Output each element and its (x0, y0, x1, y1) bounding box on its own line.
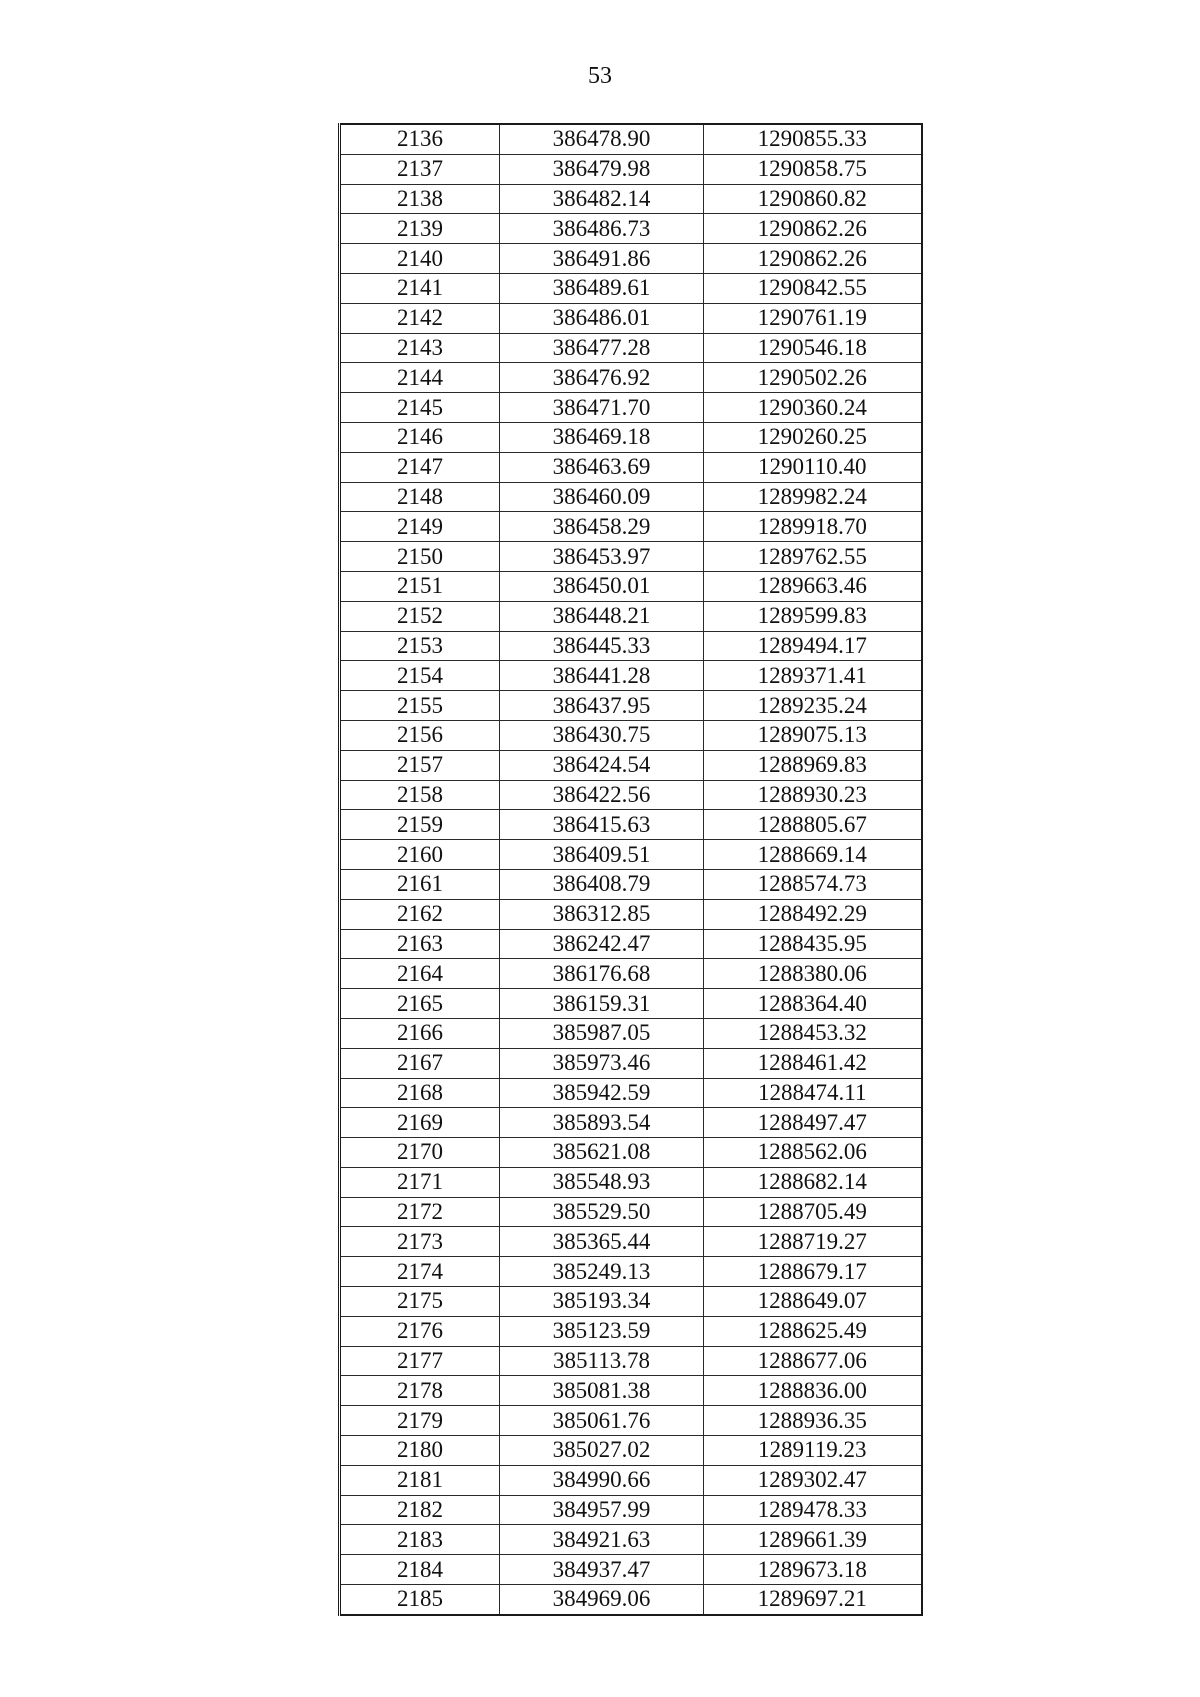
y-coordinate-cell: 1288453.32 (704, 1018, 922, 1048)
y-coordinate-cell: 1289599.83 (704, 601, 922, 631)
table-row (340, 899, 922, 929)
y-coordinate-cell: 1288474.11 (704, 1078, 922, 1108)
x-coordinate-cell: 384921.63 (500, 1525, 704, 1555)
x-coordinate-cell: 385123.59 (500, 1316, 704, 1346)
table-row (340, 869, 922, 899)
point-id-cell: 2144 (340, 363, 500, 393)
point-id-cell: 2164 (340, 959, 500, 989)
y-coordinate-cell: 1288836.00 (704, 1376, 922, 1406)
table-row (340, 1406, 922, 1436)
y-coordinate-cell: 1290260.25 (704, 422, 922, 452)
page-number: 53 (588, 63, 612, 89)
table-row (340, 363, 922, 393)
y-coordinate-cell: 1290842.55 (704, 273, 922, 303)
coordinate-table-body (340, 124, 922, 1615)
table-row (340, 273, 922, 303)
point-id-cell: 2155 (340, 691, 500, 721)
point-id-cell: 2151 (340, 571, 500, 601)
x-coordinate-cell: 384969.06 (500, 1585, 704, 1615)
x-coordinate-cell: 386408.79 (500, 869, 704, 899)
point-id-cell: 2170 (340, 1138, 500, 1168)
table-row (340, 929, 922, 959)
y-coordinate-cell: 1290858.75 (704, 154, 922, 184)
table-row (340, 780, 922, 810)
point-id-cell: 2154 (340, 661, 500, 691)
table-row (340, 989, 922, 1019)
table-row (340, 214, 922, 244)
table-row (340, 1078, 922, 1108)
y-coordinate-cell: 1289697.21 (704, 1585, 922, 1615)
point-id-cell: 2145 (340, 393, 500, 423)
point-id-cell: 2136 (340, 124, 500, 154)
table-row (340, 1257, 922, 1287)
table-row (340, 1495, 922, 1525)
x-coordinate-cell: 386460.09 (500, 482, 704, 512)
x-coordinate-cell: 386437.95 (500, 691, 704, 721)
x-coordinate-cell: 386453.97 (500, 542, 704, 572)
y-coordinate-cell: 1289119.23 (704, 1436, 922, 1466)
point-id-cell: 2184 (340, 1555, 500, 1585)
x-coordinate-cell: 384957.99 (500, 1495, 704, 1525)
point-id-cell: 2160 (340, 840, 500, 870)
point-id-cell: 2176 (340, 1316, 500, 1346)
table-row (340, 1287, 922, 1317)
table-row (340, 1167, 922, 1197)
x-coordinate-cell: 385027.02 (500, 1436, 704, 1466)
point-id-cell: 2139 (340, 214, 500, 244)
x-coordinate-cell: 385973.46 (500, 1048, 704, 1078)
table-row (340, 1316, 922, 1346)
x-coordinate-cell: 385365.44 (500, 1227, 704, 1257)
table-row (340, 1436, 922, 1466)
table-row (340, 542, 922, 572)
table-row (340, 810, 922, 840)
point-id-cell: 2161 (340, 869, 500, 899)
table-row (340, 333, 922, 363)
x-coordinate-cell: 386479.98 (500, 154, 704, 184)
x-coordinate-cell: 385621.08 (500, 1138, 704, 1168)
x-coordinate-cell: 386176.68 (500, 959, 704, 989)
table-row (340, 1465, 922, 1495)
y-coordinate-cell: 1290546.18 (704, 333, 922, 363)
point-id-cell: 2175 (340, 1287, 500, 1317)
point-id-cell: 2141 (340, 273, 500, 303)
y-coordinate-cell: 1289982.24 (704, 482, 922, 512)
table-row (340, 959, 922, 989)
point-id-cell: 2158 (340, 780, 500, 810)
x-coordinate-cell: 386312.85 (500, 899, 704, 929)
y-coordinate-cell: 1289235.24 (704, 691, 922, 721)
point-id-cell: 2153 (340, 631, 500, 661)
table-row (340, 124, 922, 154)
table-row (340, 1108, 922, 1138)
y-coordinate-cell: 1290761.19 (704, 303, 922, 333)
table-row (340, 154, 922, 184)
y-coordinate-cell: 1290502.26 (704, 363, 922, 393)
point-id-cell: 2148 (340, 482, 500, 512)
x-coordinate-cell: 386486.73 (500, 214, 704, 244)
x-coordinate-cell: 384937.47 (500, 1555, 704, 1585)
table-row (340, 1227, 922, 1257)
table-row (340, 631, 922, 661)
point-id-cell: 2138 (340, 184, 500, 214)
y-coordinate-cell: 1288677.06 (704, 1346, 922, 1376)
y-coordinate-cell: 1288679.17 (704, 1257, 922, 1287)
x-coordinate-cell: 386159.31 (500, 989, 704, 1019)
y-coordinate-cell: 1288705.49 (704, 1197, 922, 1227)
y-coordinate-cell: 1290360.24 (704, 393, 922, 423)
table-row (340, 1346, 922, 1376)
y-coordinate-cell: 1290862.26 (704, 214, 922, 244)
table-row (340, 720, 922, 750)
y-coordinate-cell: 1288682.14 (704, 1167, 922, 1197)
y-coordinate-cell: 1288461.42 (704, 1048, 922, 1078)
y-coordinate-cell: 1288936.35 (704, 1406, 922, 1436)
point-id-cell: 2163 (340, 929, 500, 959)
point-id-cell: 2177 (340, 1346, 500, 1376)
table-row (340, 422, 922, 452)
table-row (340, 452, 922, 482)
point-id-cell: 2167 (340, 1048, 500, 1078)
y-coordinate-cell: 1288562.06 (704, 1138, 922, 1168)
x-coordinate-cell: 386450.01 (500, 571, 704, 601)
table-row (340, 1048, 922, 1078)
table-row (340, 1197, 922, 1227)
point-id-cell: 2183 (340, 1525, 500, 1555)
y-coordinate-cell: 1289673.18 (704, 1555, 922, 1585)
y-coordinate-cell: 1290862.26 (704, 244, 922, 274)
x-coordinate-cell: 385987.05 (500, 1018, 704, 1048)
y-coordinate-cell: 1288625.49 (704, 1316, 922, 1346)
y-coordinate-cell: 1289494.17 (704, 631, 922, 661)
x-coordinate-cell: 386422.56 (500, 780, 704, 810)
point-id-cell: 2180 (340, 1436, 500, 1466)
point-id-cell: 2171 (340, 1167, 500, 1197)
table-row (340, 601, 922, 631)
table-row (340, 184, 922, 214)
point-id-cell: 2152 (340, 601, 500, 631)
x-coordinate-cell: 386478.90 (500, 124, 704, 154)
x-coordinate-cell: 386409.51 (500, 840, 704, 870)
y-coordinate-cell: 1288669.14 (704, 840, 922, 870)
y-coordinate-cell: 1288930.23 (704, 780, 922, 810)
point-id-cell: 2162 (340, 899, 500, 929)
table-row (340, 750, 922, 780)
point-id-cell: 2137 (340, 154, 500, 184)
y-coordinate-cell: 1289762.55 (704, 542, 922, 572)
point-id-cell: 2173 (340, 1227, 500, 1257)
table-row (340, 661, 922, 691)
point-id-cell: 2165 (340, 989, 500, 1019)
x-coordinate-cell: 385061.76 (500, 1406, 704, 1436)
table-row (340, 1555, 922, 1585)
x-coordinate-cell: 386476.92 (500, 363, 704, 393)
y-coordinate-cell: 1290855.33 (704, 124, 922, 154)
y-coordinate-cell: 1288492.29 (704, 899, 922, 929)
y-coordinate-cell: 1288497.47 (704, 1108, 922, 1138)
x-coordinate-cell: 386448.21 (500, 601, 704, 631)
x-coordinate-cell: 386458.29 (500, 512, 704, 542)
y-coordinate-cell: 1289663.46 (704, 571, 922, 601)
point-id-cell: 2172 (340, 1197, 500, 1227)
x-coordinate-cell: 386430.75 (500, 720, 704, 750)
x-coordinate-cell: 386424.54 (500, 750, 704, 780)
y-coordinate-cell: 1288380.06 (704, 959, 922, 989)
x-coordinate-cell: 386415.63 (500, 810, 704, 840)
x-coordinate-cell: 385081.38 (500, 1376, 704, 1406)
y-coordinate-cell: 1290860.82 (704, 184, 922, 214)
coordinate-table (338, 123, 923, 1616)
x-coordinate-cell: 385249.13 (500, 1257, 704, 1287)
table-row (340, 1138, 922, 1168)
point-id-cell: 2150 (340, 542, 500, 572)
x-coordinate-cell: 384990.66 (500, 1465, 704, 1495)
table-row (340, 1018, 922, 1048)
x-coordinate-cell: 385942.59 (500, 1078, 704, 1108)
x-coordinate-cell: 386491.86 (500, 244, 704, 274)
point-id-cell: 2149 (340, 512, 500, 542)
y-coordinate-cell: 1289661.39 (704, 1525, 922, 1555)
point-id-cell: 2179 (340, 1406, 500, 1436)
y-coordinate-cell: 1288805.67 (704, 810, 922, 840)
y-coordinate-cell: 1288574.73 (704, 869, 922, 899)
table-row (340, 512, 922, 542)
y-coordinate-cell: 1289371.41 (704, 661, 922, 691)
point-id-cell: 2181 (340, 1465, 500, 1495)
y-coordinate-cell: 1288719.27 (704, 1227, 922, 1257)
y-coordinate-cell: 1288649.07 (704, 1287, 922, 1317)
x-coordinate-cell: 386486.01 (500, 303, 704, 333)
table-row (340, 1525, 922, 1555)
x-coordinate-cell: 386471.70 (500, 393, 704, 423)
x-coordinate-cell: 386242.47 (500, 929, 704, 959)
table-row (340, 303, 922, 333)
point-id-cell: 2143 (340, 333, 500, 363)
y-coordinate-cell: 1288364.40 (704, 989, 922, 1019)
y-coordinate-cell: 1288969.83 (704, 750, 922, 780)
x-coordinate-cell: 385548.93 (500, 1167, 704, 1197)
point-id-cell: 2169 (340, 1108, 500, 1138)
table-row (340, 840, 922, 870)
x-coordinate-cell: 386441.28 (500, 661, 704, 691)
x-coordinate-cell: 386482.14 (500, 184, 704, 214)
point-id-cell: 2185 (340, 1585, 500, 1615)
x-coordinate-cell: 385529.50 (500, 1197, 704, 1227)
point-id-cell: 2178 (340, 1376, 500, 1406)
table-row (340, 482, 922, 512)
point-id-cell: 2168 (340, 1078, 500, 1108)
y-coordinate-cell: 1289918.70 (704, 512, 922, 542)
x-coordinate-cell: 385893.54 (500, 1108, 704, 1138)
y-coordinate-cell: 1290110.40 (704, 452, 922, 482)
x-coordinate-cell: 386463.69 (500, 452, 704, 482)
x-coordinate-cell: 385193.34 (500, 1287, 704, 1317)
point-id-cell: 2147 (340, 452, 500, 482)
table-row (340, 571, 922, 601)
x-coordinate-cell: 386445.33 (500, 631, 704, 661)
table-row (340, 244, 922, 274)
point-id-cell: 2157 (340, 750, 500, 780)
y-coordinate-cell: 1288435.95 (704, 929, 922, 959)
table-row (340, 1585, 922, 1615)
table-row (340, 1376, 922, 1406)
point-id-cell: 2140 (340, 244, 500, 274)
table-row (340, 691, 922, 721)
point-id-cell: 2182 (340, 1495, 500, 1525)
x-coordinate-cell: 386489.61 (500, 273, 704, 303)
x-coordinate-cell: 386469.18 (500, 422, 704, 452)
table-row (340, 393, 922, 423)
point-id-cell: 2159 (340, 810, 500, 840)
y-coordinate-cell: 1289478.33 (704, 1495, 922, 1525)
point-id-cell: 2146 (340, 422, 500, 452)
y-coordinate-cell: 1289075.13 (704, 720, 922, 750)
point-id-cell: 2156 (340, 720, 500, 750)
y-coordinate-cell: 1289302.47 (704, 1465, 922, 1495)
x-coordinate-cell: 385113.78 (500, 1346, 704, 1376)
x-coordinate-cell: 386477.28 (500, 333, 704, 363)
point-id-cell: 2142 (340, 303, 500, 333)
point-id-cell: 2174 (340, 1257, 500, 1287)
point-id-cell: 2166 (340, 1018, 500, 1048)
